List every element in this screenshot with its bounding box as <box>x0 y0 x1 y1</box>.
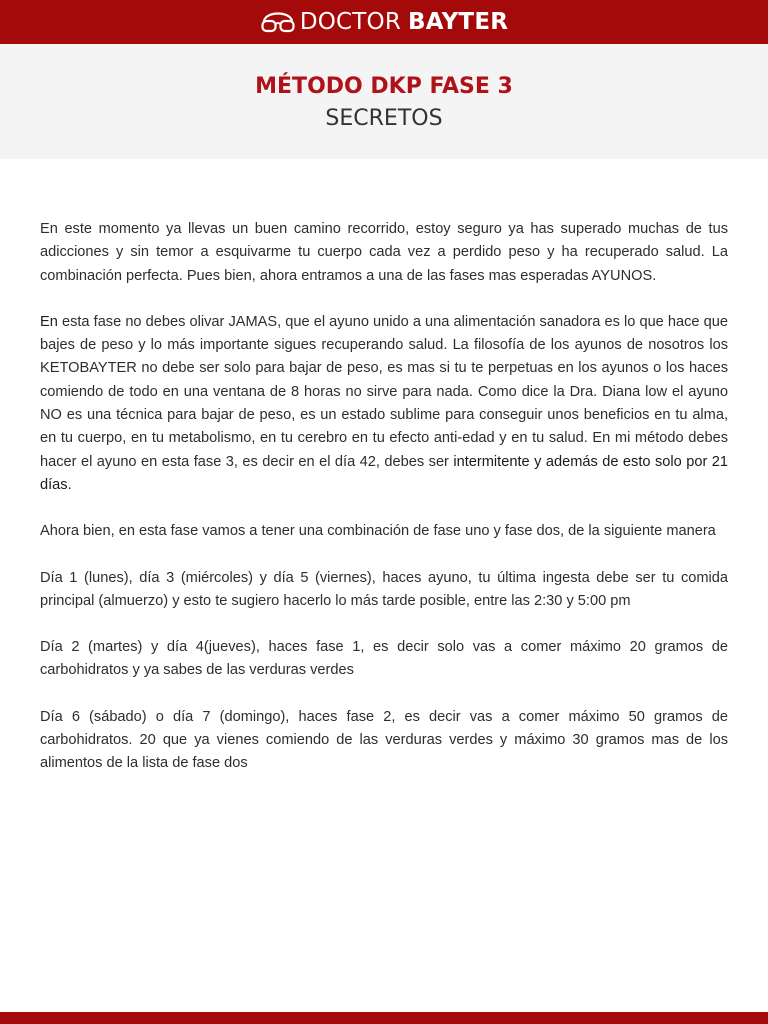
glasses-icon <box>260 7 296 37</box>
paragraph-fasting <box>40 311 728 497</box>
brand-name-bold: BAYTER <box>408 9 509 35</box>
paragraph-fasting-body: esta fase no debes olivar JAMAS, que el ayuno unido a una alimentación sanadora es lo que hace que bajes de peso y lo más importante sigues recuperando salud. La filosofía de los ayunos de nosotros los KETOBAYTER no debe ser solo para bajar de peso, es mas si tu te perpetuas en los ayunos o los haces comiendo de todo en una ventana de 8 horas no sirve para nada. Como dice la Dra. Diana low el ayuno NO es una técnica para bajar de peso, es un estado sublime para conseguir unos beneficios en tu alma, en tu cuerpo, en tu metabolismo, en tu cerebro en tu efecto anti-edad y en tu salud. En mi método debes hacer el ayuno en esta fase 3, es decir en el día 42, debes ser <box>40 313 728 470</box>
paragraph-day-6-7: Día 6 (sábado) o día 7 (domingo), haces fase 2, es decir vas a comer máximo 50 gramos de carbohidratos. 20 que ya vienes comiendo de las verduras verdes y máximo 30 gramos mas de los alimentos de la lista de fase dos <box>40 708 728 772</box>
paragraph-day-1-3-5: Día 1 (lunes), día 3 (miércoles) y día 5 (viernes), haces ayuno, tu última ingesta debe ser tu comida principal (almuerzo) y esto te sugiero hacerlo lo más tarde posible, entre las 2:30 y 5:00 pm <box>40 569 728 609</box>
paragraph-fasting-emphasis: intermitente y además de esto solo por 21 días. <box>40 453 729 493</box>
page-title: MÉTODO DKP FASE 3 <box>255 74 513 99</box>
paragraph-combination: Ahora bien, en esta fase vamos a tener una combinación de fase uno y fase dos, de la siguiente manera <box>40 523 716 540</box>
footer-bar <box>0 1012 768 1024</box>
brand-name-light: DOCTOR <box>299 9 402 35</box>
paragraph-day-2-4: Día 2 (martes) y día 4(jueves), haces fase 1, es decir solo vas a comer máximo 20 gramos de carbohidratos y ya sabes de las verduras verdes <box>40 639 728 679</box>
brand-logo <box>260 7 508 37</box>
document-body <box>40 218 728 799</box>
paragraph-intro: En este momento ya llevas un buen camino recorrido, estoy seguro ya has superado muchas de tus adicciones y sin temor a esquivarme tu cuerpo cada vez a perdido peso y ha recuperado salud. La combinación perfecta. Pues bien, ahora entramos a una de las fases mas esperadas AYUNOS. <box>40 221 728 284</box>
paragraph-lead-word: En <box>40 313 58 330</box>
title-band <box>0 44 768 159</box>
brand-header <box>0 0 768 44</box>
page-subtitle: SECRETOS <box>325 106 443 131</box>
